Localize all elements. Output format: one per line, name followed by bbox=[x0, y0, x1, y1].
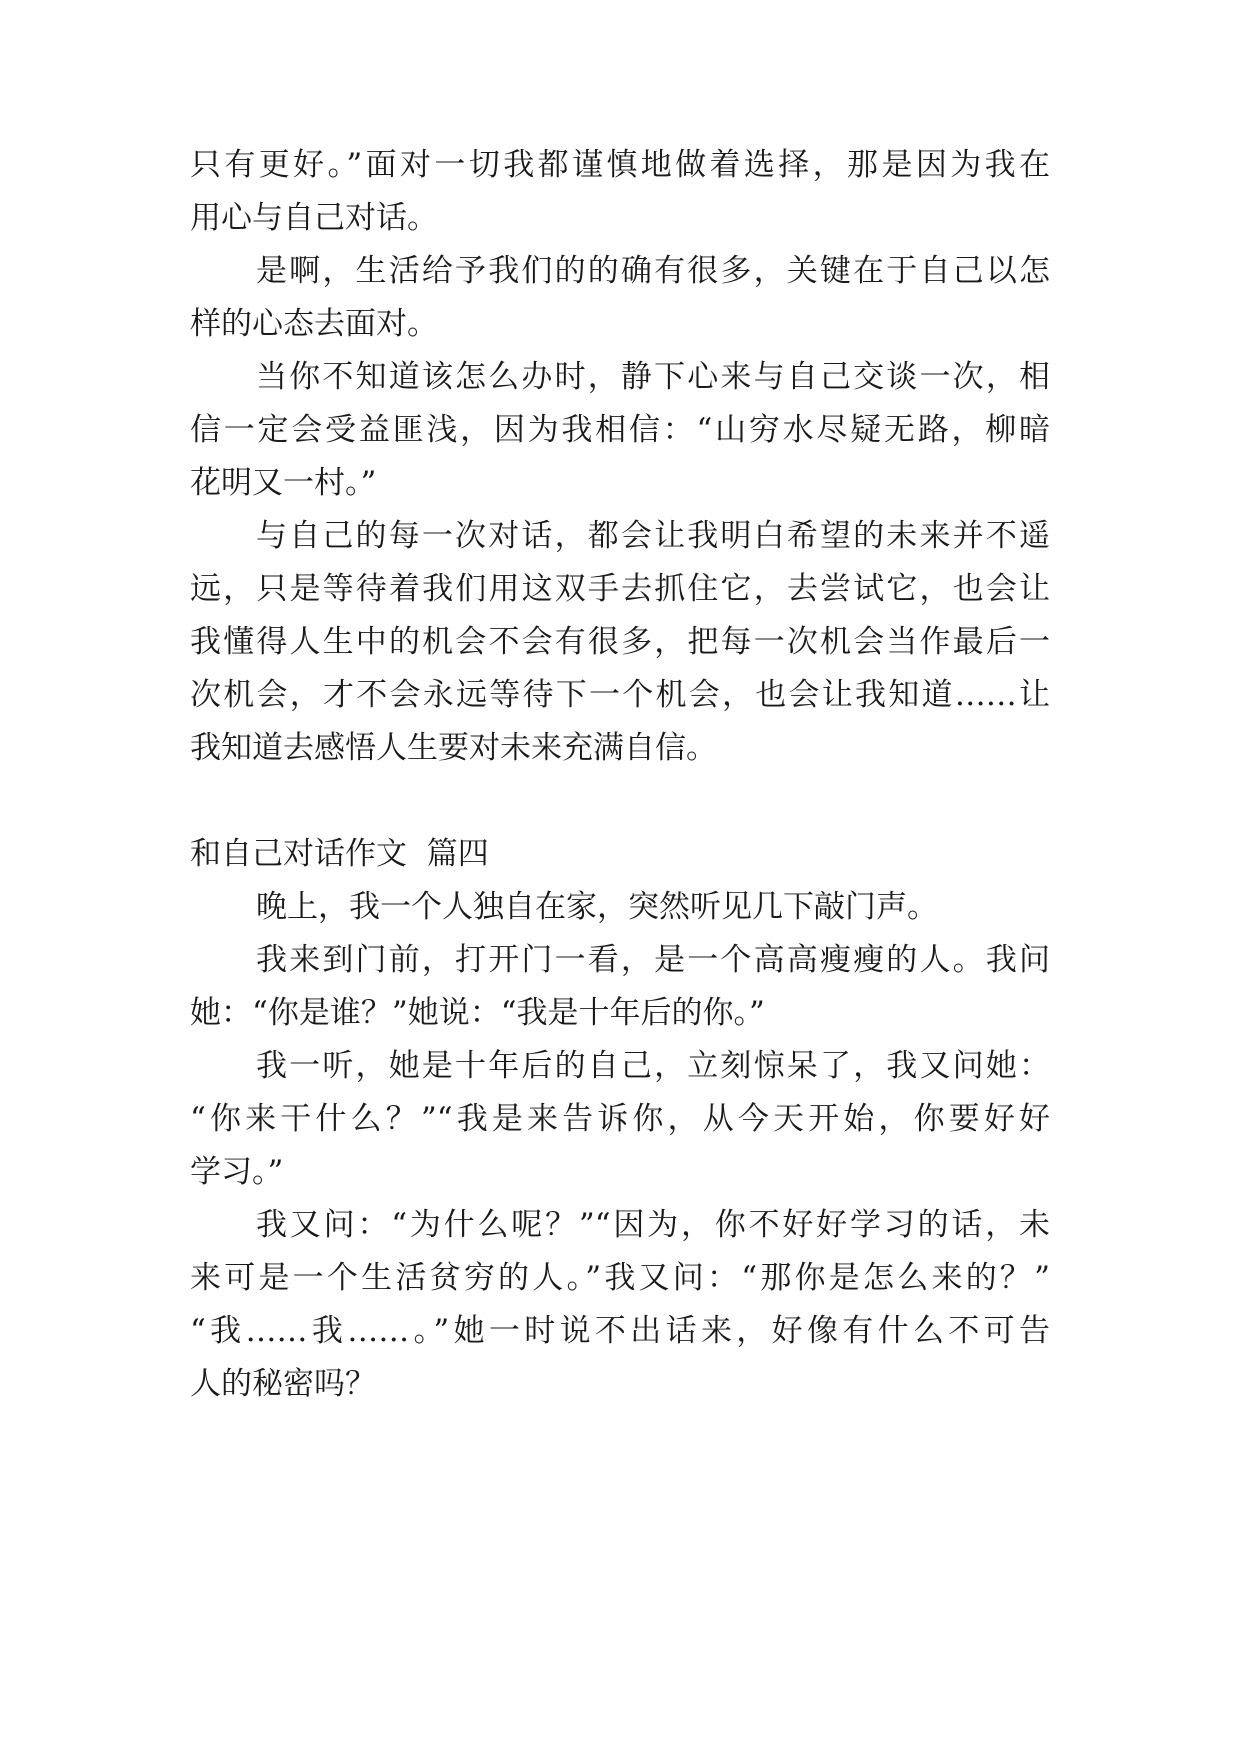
paragraph-line: 晚上，我一个人独自在家，突然听见几下敲门声。 bbox=[256, 889, 938, 925]
paragraph-line: 来可是一个生活贫穷的人。”我又问：“那你是怎么来的？” bbox=[190, 1260, 1050, 1296]
paragraph-line: 花明又一村。” bbox=[190, 465, 377, 501]
paragraph-line: 我又问：“为什么呢？”“因为，你不好好学习的话，未 bbox=[256, 1207, 1050, 1243]
paragraph-line: 学习。” bbox=[190, 1154, 284, 1190]
paragraph-line: “我……我……。”她一时说不出话来，好像有什么不可告 bbox=[190, 1313, 1050, 1349]
paragraph-line: 只有更好。”面对一切我都谨慎地做着选择，那是因为我在 bbox=[190, 147, 1050, 183]
paragraph-line: 远，只是等待着我们用这双手去抓住它，去尝试它，也会让 bbox=[190, 571, 1050, 607]
paragraph-line: 我一听，她是十年后的自己，立刻惊呆了，我又问她： bbox=[256, 1048, 1050, 1084]
paragraph-line: 与自己的每一次对话，都会让我明白希望的未来并不遥 bbox=[256, 518, 1050, 554]
paragraph-line: 次机会，才不会永远等待下一个机会，也会让我知道……让 bbox=[190, 677, 1050, 713]
paragraph-line: 是啊，生活给予我们的的确有很多，关键在于自己以怎 bbox=[256, 253, 1050, 289]
paragraph-line: 用心与自己对话。 bbox=[190, 200, 438, 236]
paragraph-line: 我懂得人生中的机会不会有很多，把每一次机会当作最后一 bbox=[190, 624, 1050, 660]
section-heading: 和自己对话作文 篇四 bbox=[190, 836, 489, 872]
paragraph-line: 信一定会受益匪浅，因为我相信：“山穷水尽疑无路，柳暗 bbox=[190, 412, 1050, 448]
paragraph-line: 人的秘密吗？ bbox=[190, 1366, 376, 1402]
paragraph-line: 当你不知道该怎么办时，静下心来与自己交谈一次，相 bbox=[256, 359, 1050, 395]
paragraph-line: 样的心态去面对。 bbox=[190, 306, 438, 342]
paragraph-line: 我知道去感悟人生要对未来充满自信。 bbox=[190, 730, 717, 766]
paragraph-line: 她：“你是谁？”她说：“我是十年后的你。” bbox=[190, 995, 765, 1031]
paragraph-line: “你来干什么？”“我是来告诉你，从今天开始，你要好好 bbox=[190, 1101, 1050, 1137]
paragraph-line: 我来到门前，打开门一看，是一个高高瘦瘦的人。我问 bbox=[256, 942, 1050, 978]
